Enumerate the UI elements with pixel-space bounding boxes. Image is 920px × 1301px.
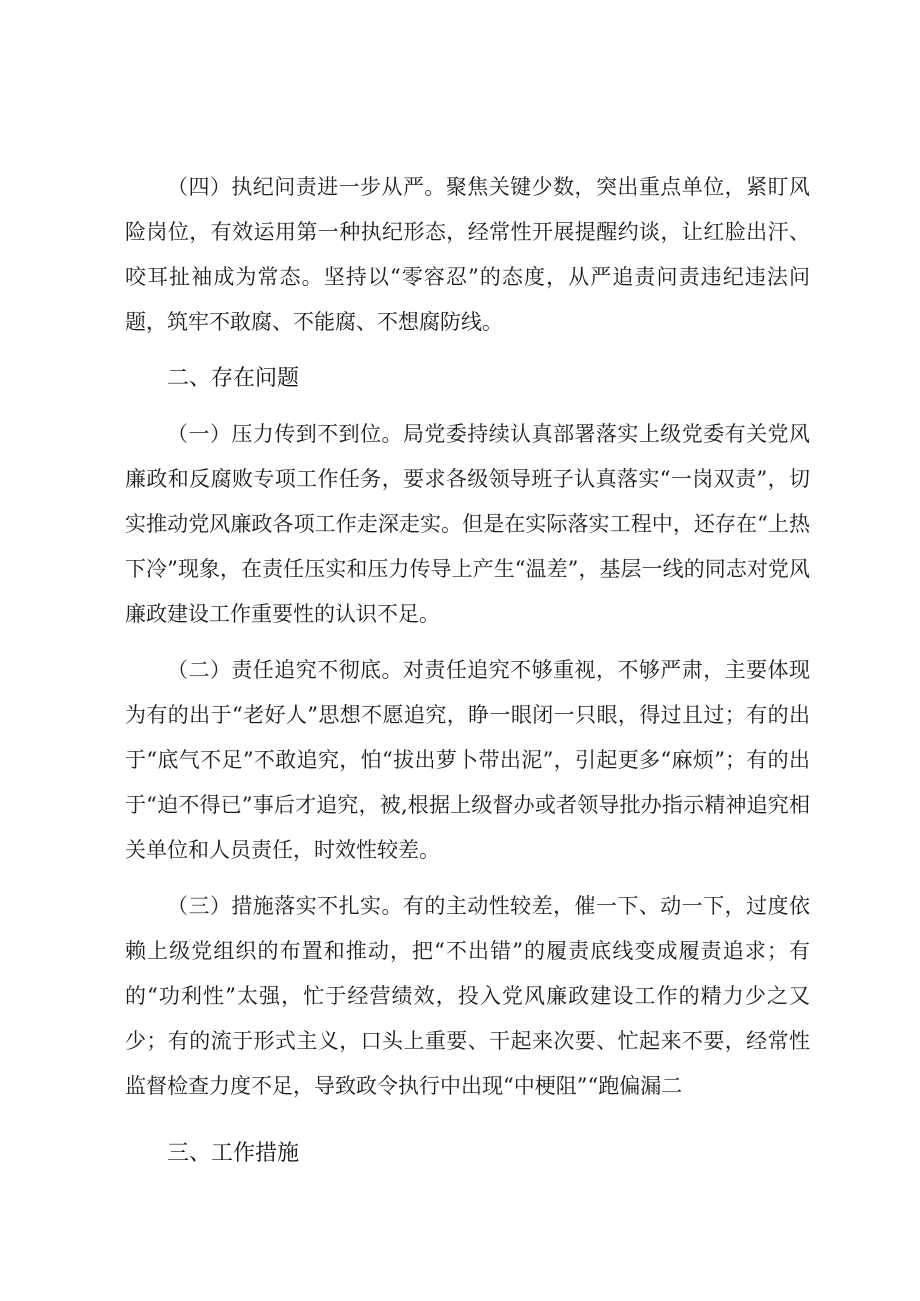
section-heading-existing-problems: 二、存在问题 (167, 366, 300, 391)
paragraph-accountability-incomplete: （二）责任追究不彻底。对责任追究不够重视，不够严肃，主要体现为有的出于“老好人”思想不愿追究，睁一眼闭一只眼，得过且过；有的出于“底气不足”不敢追究，怕“拔出萝卜带出泥”，引起更多“麻烦”；有的出于“迫不得已”事后才追究，被,根据上级督办或者领导批办指示精神追究相关单位和人员责任，时效性较差。 (125, 658, 810, 862)
paragraph-measures-not-solid: （三）措施落实不扎实。有的主动性较差，催一下、动一下，过度依赖上级党组织的布置和推动，把“不出错”的履责底线变成履责追求；有的“功利性”太强，忙于经营绩效，投入党风廉政建设工作的精力少之又少；有的流于形式主义，口头上重要、干起来次要、忙起来不要，经常性监督检查力度不足，导致政令执行中出现“中梗阻”“跑偏漏二 (125, 894, 810, 1098)
paragraph-discipline-accountability: （四）执纪问责进一步从严。聚焦关键少数，突出重点单位，紧盯风险岗位，有效运用第一种执纪形态，经常性开展提醒约谈，让红脸出汗、咬耳扯袖成为常态。坚持以“零容忍”的态度，从严追责问责违纪违法问题，筑牢不敢腐、不能腐、不想腐防线。 (125, 175, 810, 334)
paragraph-pressure-transmission: （一）压力传到不到位。局党委持续认真部署落实上级党委有关党风廉政和反腐败专项工作任务，要求各级领导班子认真落实“一岗双责”，切实推动党风廉政各项工作走深走实。但是在实际落实工程中，还存在“上热下冷”现象，在责任压实和压力传导上产生“温差”，基层一线的同志对党风廉政建设工作重要性的认识不足。 (125, 422, 810, 626)
section-heading-work-measures: 三、工作措施 (167, 1141, 300, 1166)
document-body (125, 165, 810, 1187)
